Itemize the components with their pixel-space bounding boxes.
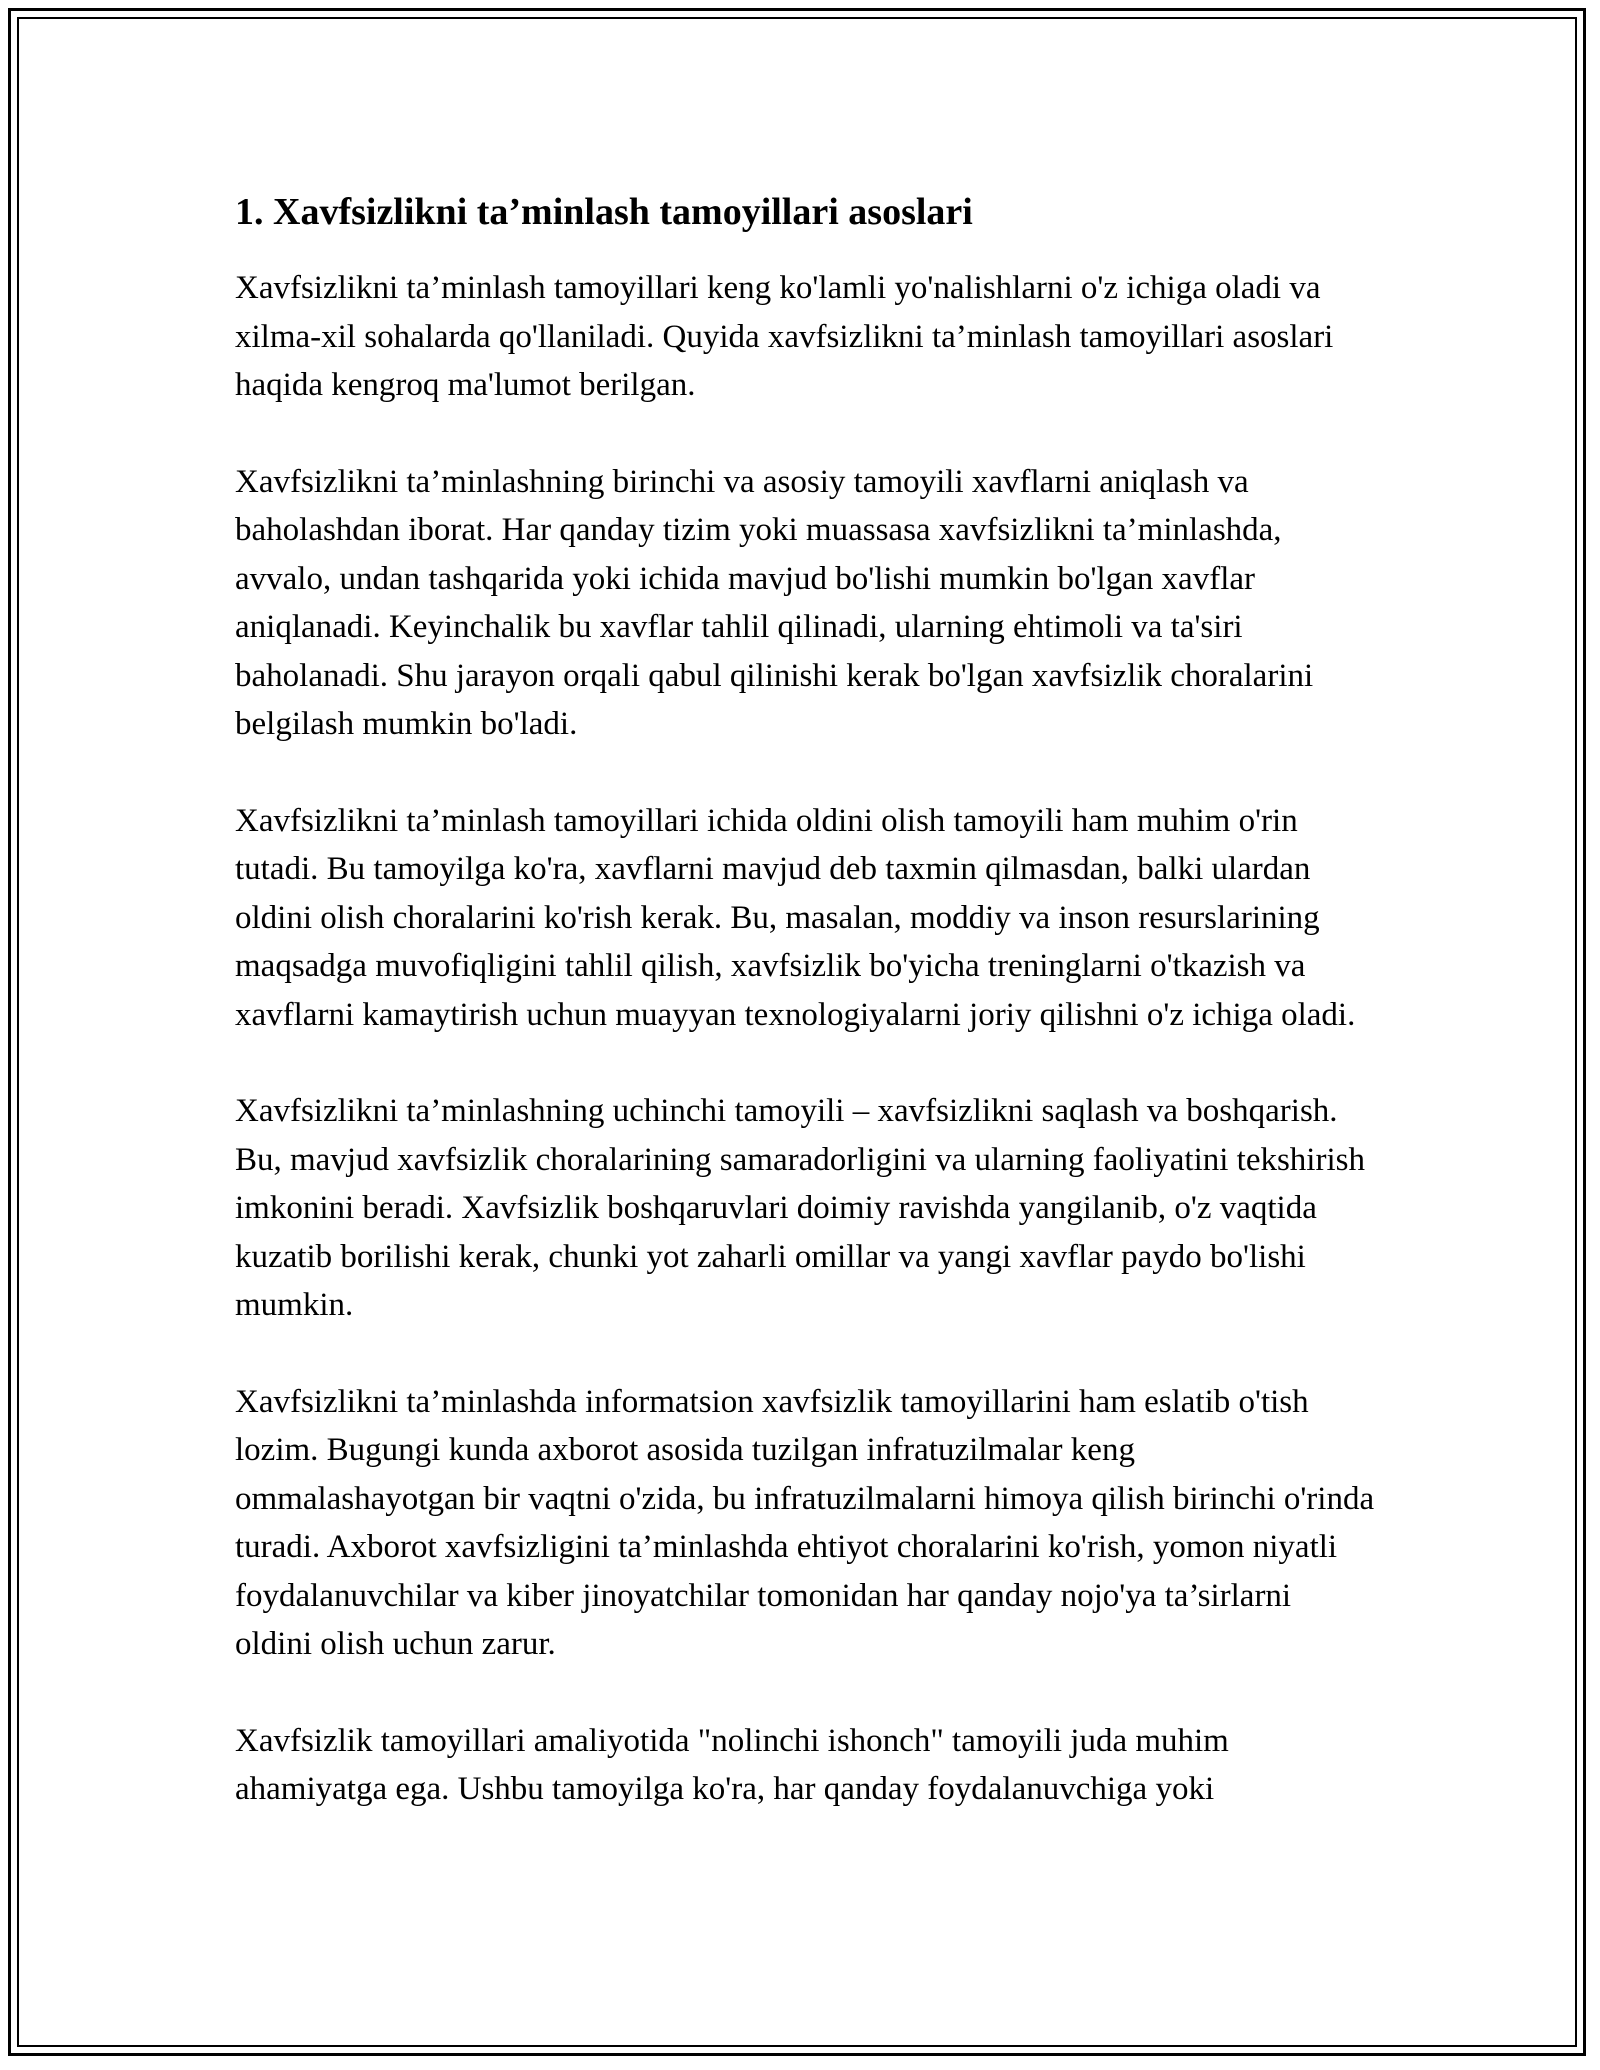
paragraph-management: Xavfsizlikni ta’minlashning uchinchi tamoyili – xavfsizlikni saqlash va boshqarish. Bu, mavjud xavfsizlik choralarining samaradorligini va ularning faoliyatini tekshirish imkonini beradi. Xavfsizlik boshqaruvlari doimiy ravishda yangilanib, o'z vaqtida kuzatib borilishi kerak, chunki yot zaharli omillar va yangi xavflar paydo bo'lishi mumkin.: [235, 1093, 1365, 1323]
document-body: [235, 188, 1375, 1814]
paragraph-prevention: Xavfsizlikni ta’minlash tamoyillari ichida oldini olish tamoyili ham muhim o'rin tutadi. Bu tamoyilga ko'ra, xavflarni mavjud deb taxmin qilmasdan, balki ulardan oldini olish choralarini ko'rish kerak. Bu, masalan, moddiy va inson resurslarining maqsadga muvofiqligini tahlil qilish, xavfsizlik bo'yicha treninglarni o'tkazish va xavflarni kamaytirish uchun muayyan texnologiyalarni joriy qilishni o'z ichiga oladi.: [235, 802, 1356, 1033]
paragraph-zero-trust: Xavfsizlik tamoyillari amaliyotida "nolinchi ishonch" tamoyili juda muhim ahamiyatga ega. Ushbu tamoyilga ko'ra, har qanday foydalanuvchiga yoki: [235, 1722, 1229, 1807]
paragraph-information-security: Xavfsizlikni ta’minlashda informatsion xavfsizlik tamoyillarini ham eslatib o'tish lozim. Bugungi kunda axborot asosida tuzilgan infratuzilmalar keng ommalashayotgan bir vaqtni o'zida, bu infratuzilmalarni himoya qilish birinchi o'rinda turadi. Axborot xavfsizligini ta’minlashda ehtiyot choralarini ko'rish, yomon niyatli foydalanuvchilar va kiber jinoyatchilar tomonidan har qanday nojo'ya ta’sirlarni oldini olish uchun zarur.: [235, 1383, 1375, 1662]
section-heading: 1. Xavfsizlikni ta’minlash tamoyillari asoslari: [235, 191, 973, 233]
paragraph-risk-assessment: Xavfsizlikni ta’minlashning birinchi va asosiy tamoyili xavflarni aniqlash va baholashdan iborat. Har qanday tizim yoki muassasa xavfsizlikni ta’minlashda, avvalo, undan tashqarida yoki ichida mavjud bo'lishi mumkin bo'lgan xavflar aniqlanadi. Keyinchalik bu xavflar tahlil qilinadi, ularning ehtimoli va ta'siri baholanadi. Shu jarayon orqali qabul qilinishi kerak bo'lgan xavfsizlik choralarini belgilash mumkin bo'ladi.: [235, 463, 1314, 742]
paragraph-intro: Xavfsizlikni ta’minlash tamoyillari keng ko'lamli yo'nalishlarni o'z ichiga oladi va xilma-xil sohalarda qo'llaniladi. Quyida xavfsizlikni ta’minlash tamoyillari asoslari haqida kengroq ma'lumot berilgan.: [235, 270, 1334, 403]
